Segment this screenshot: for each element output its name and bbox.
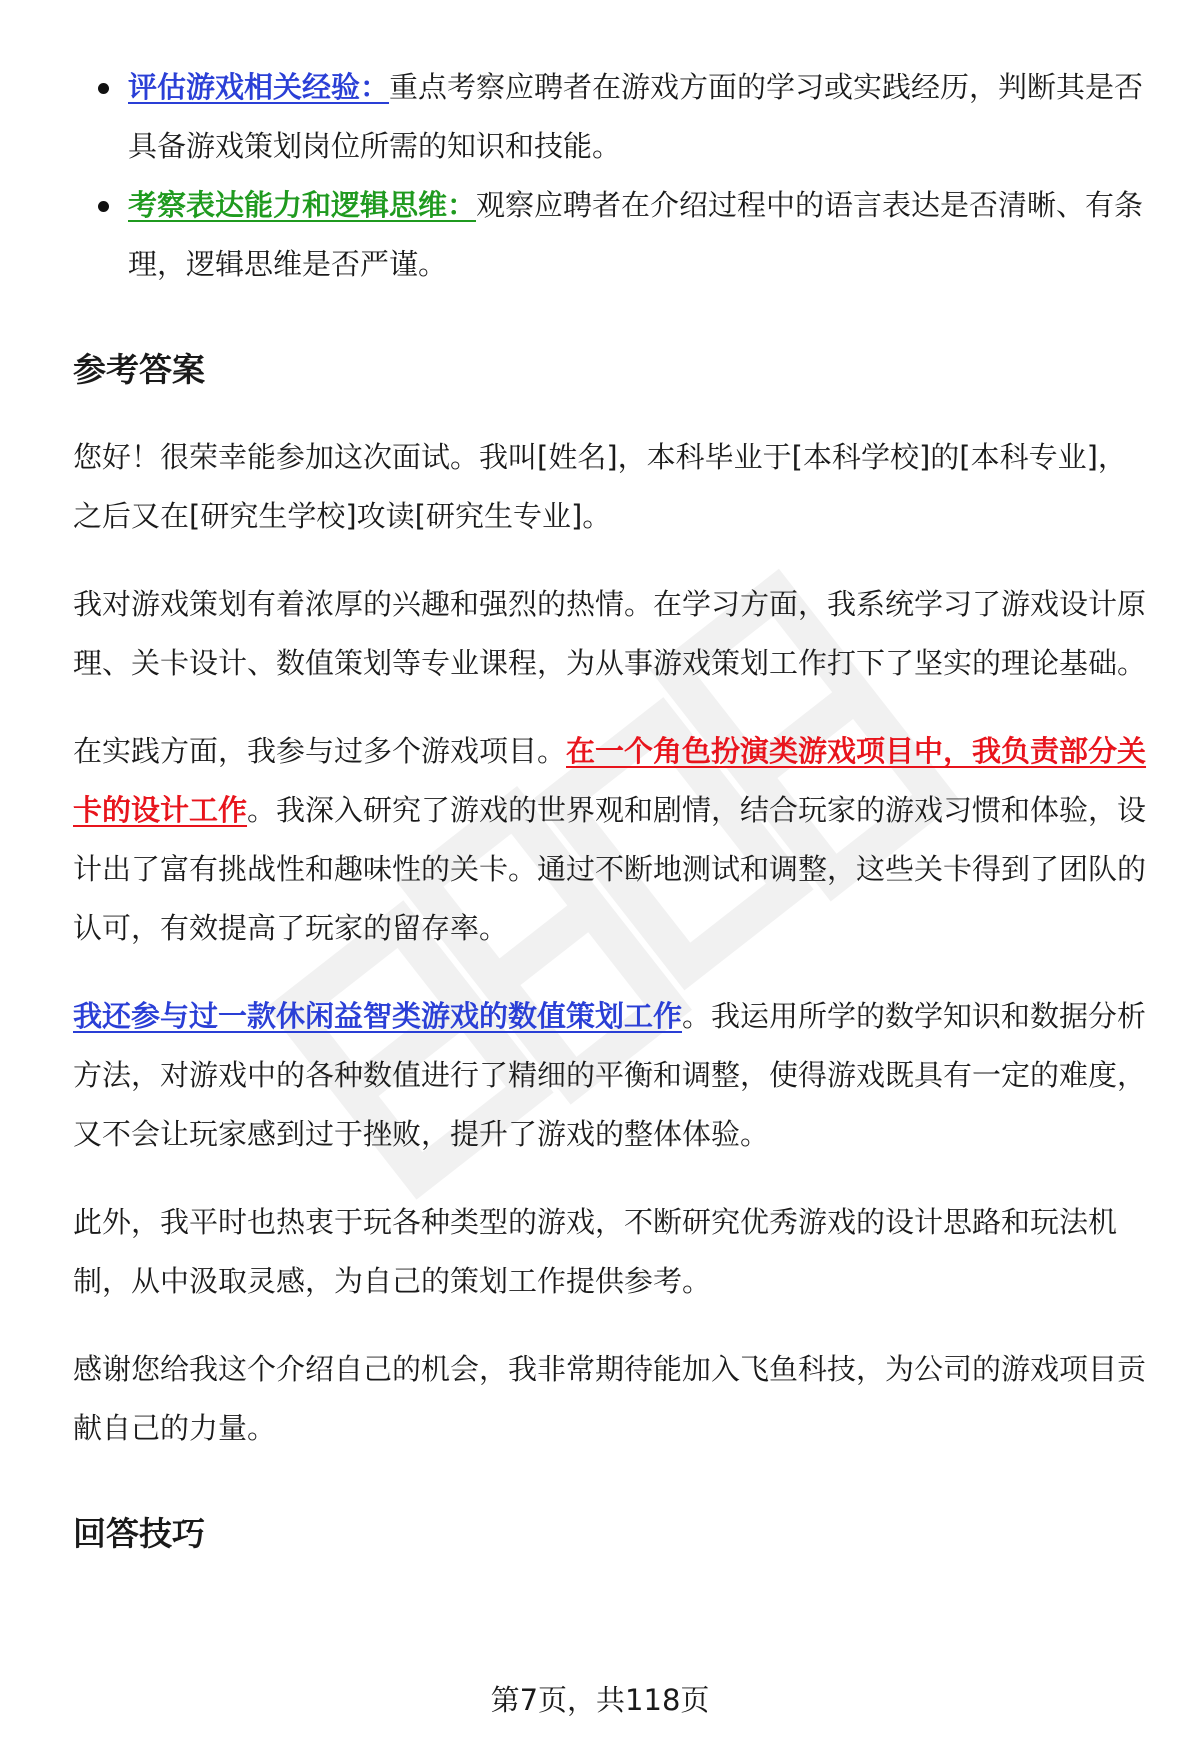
page-number: 第7页，共118页 xyxy=(490,1683,710,1717)
list-item xyxy=(73,58,1147,176)
answer-paragraph-1: 您好！很荣幸能参加这次面试。我叫[姓名]，本科毕业于[本科学校]的[本科专业]，之后又在[研究生学校]攻读[研究生专业]。 xyxy=(73,440,1127,533)
list-item xyxy=(73,176,1147,294)
paragraph-text: 在实践方面，我参与过多个游戏项目。 xyxy=(73,734,567,768)
paragraph-text: 。我运用所学的数学知识和数据分析方法，对游戏中的各种数值进行了精细的平衡和调整，使得游戏既具有一定的难度，又不会让玩家感到过于挫败，提升了游戏的整体体验。 xyxy=(73,999,1147,1151)
criteria-list xyxy=(73,58,1147,294)
highlight-red: 在一个角色扮演类游戏项目中，我负责部分关卡的设计工作 xyxy=(73,734,1147,827)
paragraph-text: 。我深入研究了游戏的世界观和剧情，结合玩家的游戏习惯和体验，设计出了富有挑战性和趣味性的关卡。通过不断地测试和调整，这些关卡得到了团队的认可，有效提高了玩家的留存率。 xyxy=(73,793,1147,945)
bullet-lead: 评估游戏相关经验： xyxy=(128,70,390,104)
section-heading-tips: 回答技巧 xyxy=(73,1514,205,1553)
bullet-text: 重点考察应聘者在游戏方面的学习或实践经历，判断其是否具备游戏策划岗位所需的知识和技能。 xyxy=(128,70,1144,163)
answer-paragraph-2: 我对游戏策划有着浓厚的兴趣和强烈的热情。在学习方面，我系统学习了游戏设计原理、关卡设计、数值策划等专业课程，为从事游戏策划工作打下了坚实的理论基础。 xyxy=(73,587,1147,680)
document-body xyxy=(73,58,1147,1556)
bullet-text: 观察应聘者在介绍过程中的语言表达是否清晰、有条理，逻辑思维是否严谨。 xyxy=(128,188,1144,281)
highlight-blue: 我还参与过一款休闲益智类游戏的数值策划工作 xyxy=(73,999,683,1033)
section-heading-answer: 参考答案 xyxy=(73,350,205,389)
answer-paragraph-5: 此外，我平时也热衷于玩各种类型的游戏，不断研究优秀游戏的设计思路和玩法机制，从中汲取灵感，为自己的策划工作提供参考。 xyxy=(73,1205,1118,1298)
answer-paragraph-6: 感谢您给我这个介绍自己的机会，我非常期待能加入飞鱼科技，为公司的游戏项目贡献自己的力量。 xyxy=(73,1352,1147,1445)
answer-paragraph-4 xyxy=(73,987,1147,1164)
bullet-lead: 考察表达能力和逻辑思维： xyxy=(128,188,477,222)
answer-paragraph-3 xyxy=(73,722,1147,958)
